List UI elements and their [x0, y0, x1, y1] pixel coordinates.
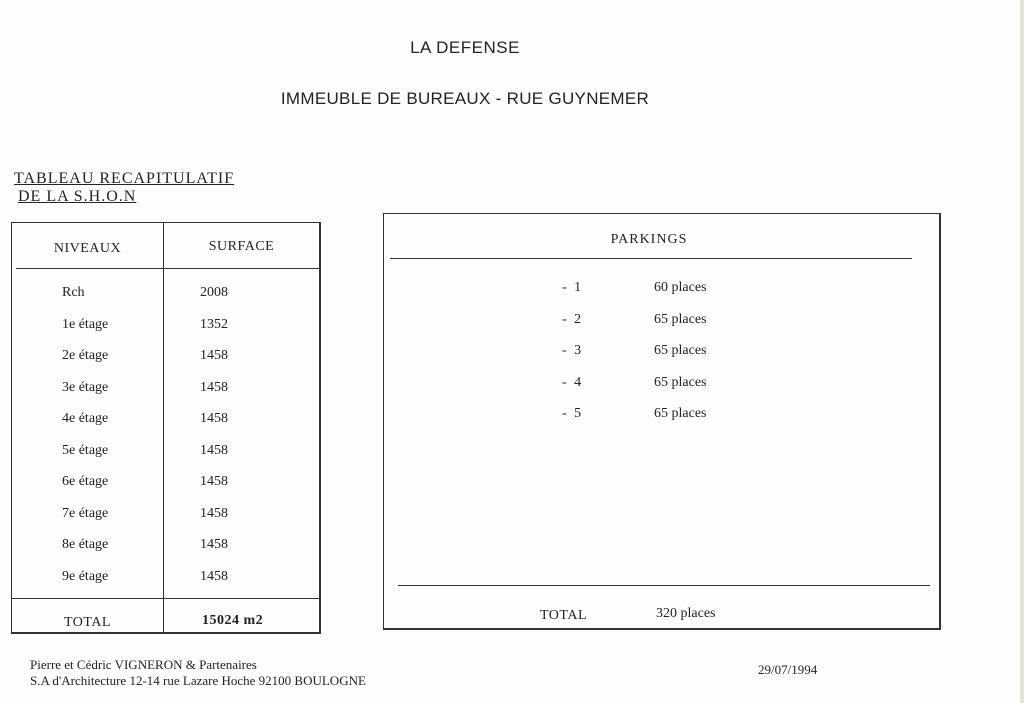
parking-places: 65 places: [654, 374, 707, 390]
table-row: [12, 443, 319, 475]
level-cell: 9e étage: [62, 568, 109, 584]
parking-row: [384, 280, 939, 312]
parking-places: 60 places: [654, 280, 707, 295]
surface-cell: 1458: [200, 379, 228, 395]
table-row: [12, 317, 319, 349]
level-cell: 4e étage: [62, 411, 109, 426]
recap-heading: [14, 170, 234, 206]
levels-table: [11, 222, 321, 634]
table-row: [12, 411, 319, 443]
parking-level: - 2: [562, 311, 584, 327]
recap-heading-line1: TABLEAU RECAPITULATIF: [14, 170, 235, 187]
table-row: [12, 537, 319, 569]
surface-cell: 1352: [200, 316, 228, 332]
parking-level: - 5: [562, 406, 584, 421]
surface-cell: 1458: [200, 442, 228, 458]
level-cell: 8e étage: [62, 537, 109, 552]
parking-row: [384, 312, 939, 344]
column-header-surface: SURFACE: [208, 239, 275, 254]
parking-places: 65 places: [654, 406, 707, 421]
level-cell: 2e étage: [62, 348, 109, 363]
parkings-total-value: 320 places: [656, 606, 716, 621]
level-cell: 3e étage: [62, 379, 109, 395]
document-subtitle: IMMEUBLE DE BUREAUX - RUE GUYNEMER: [280, 89, 650, 108]
level-cell: Rch: [62, 285, 85, 300]
surface-cell: 1458: [200, 537, 228, 552]
table-row: [12, 348, 319, 380]
document-date: 29/07/1994: [758, 662, 818, 677]
level-cell: 5e étage: [62, 442, 109, 458]
parking-level: - 1: [562, 280, 584, 295]
footer-line1: Pierre et Cédric VIGNERON & Partenaires: [30, 657, 257, 672]
table-row: [12, 506, 319, 538]
parking-places: 65 places: [654, 343, 707, 358]
surface-cell: 1458: [200, 474, 228, 489]
surface-cell: 2008: [200, 285, 228, 300]
parkings-title: PARKINGS: [610, 232, 688, 247]
architect-footer: [30, 657, 366, 689]
parking-row: [384, 343, 939, 375]
recap-heading-line2: DE LA S.H.O.N: [18, 188, 137, 205]
header-divider: [16, 268, 319, 269]
surface-cell: 1458: [200, 348, 228, 363]
parkings-panel: [383, 213, 941, 630]
footer-line2: S.A d'Architecture 12-14 rue Lazare Hoche 92100 BOULOGNE: [30, 673, 366, 688]
table-row: [12, 474, 319, 506]
level-cell: 6e étage: [62, 474, 109, 489]
parking-level: - 4: [562, 374, 584, 390]
page-edge: [1020, 0, 1024, 703]
parking-row: [384, 406, 939, 438]
parking-places: 65 places: [654, 311, 707, 327]
levels-total-label: TOTAL: [63, 615, 111, 630]
level-cell: 1e étage: [62, 316, 109, 332]
surface-cell: 1458: [200, 568, 228, 584]
table-row: [12, 285, 319, 317]
level-cell: 7e étage: [62, 505, 109, 521]
column-header-levels: NIVEAUX: [53, 241, 122, 256]
table-row: [12, 569, 319, 601]
header-divider: [390, 258, 912, 259]
levels-total-value: 15024 m2: [202, 613, 264, 628]
table-row: [12, 380, 319, 412]
surface-cell: 1458: [200, 411, 228, 426]
total-divider: [398, 585, 930, 586]
parkings-total-label: TOTAL: [540, 608, 588, 623]
surface-cell: 1458: [200, 505, 228, 521]
parking-level: - 3: [562, 343, 584, 358]
document-title: LA DEFENSE: [410, 38, 520, 57]
parking-row: [384, 375, 939, 407]
